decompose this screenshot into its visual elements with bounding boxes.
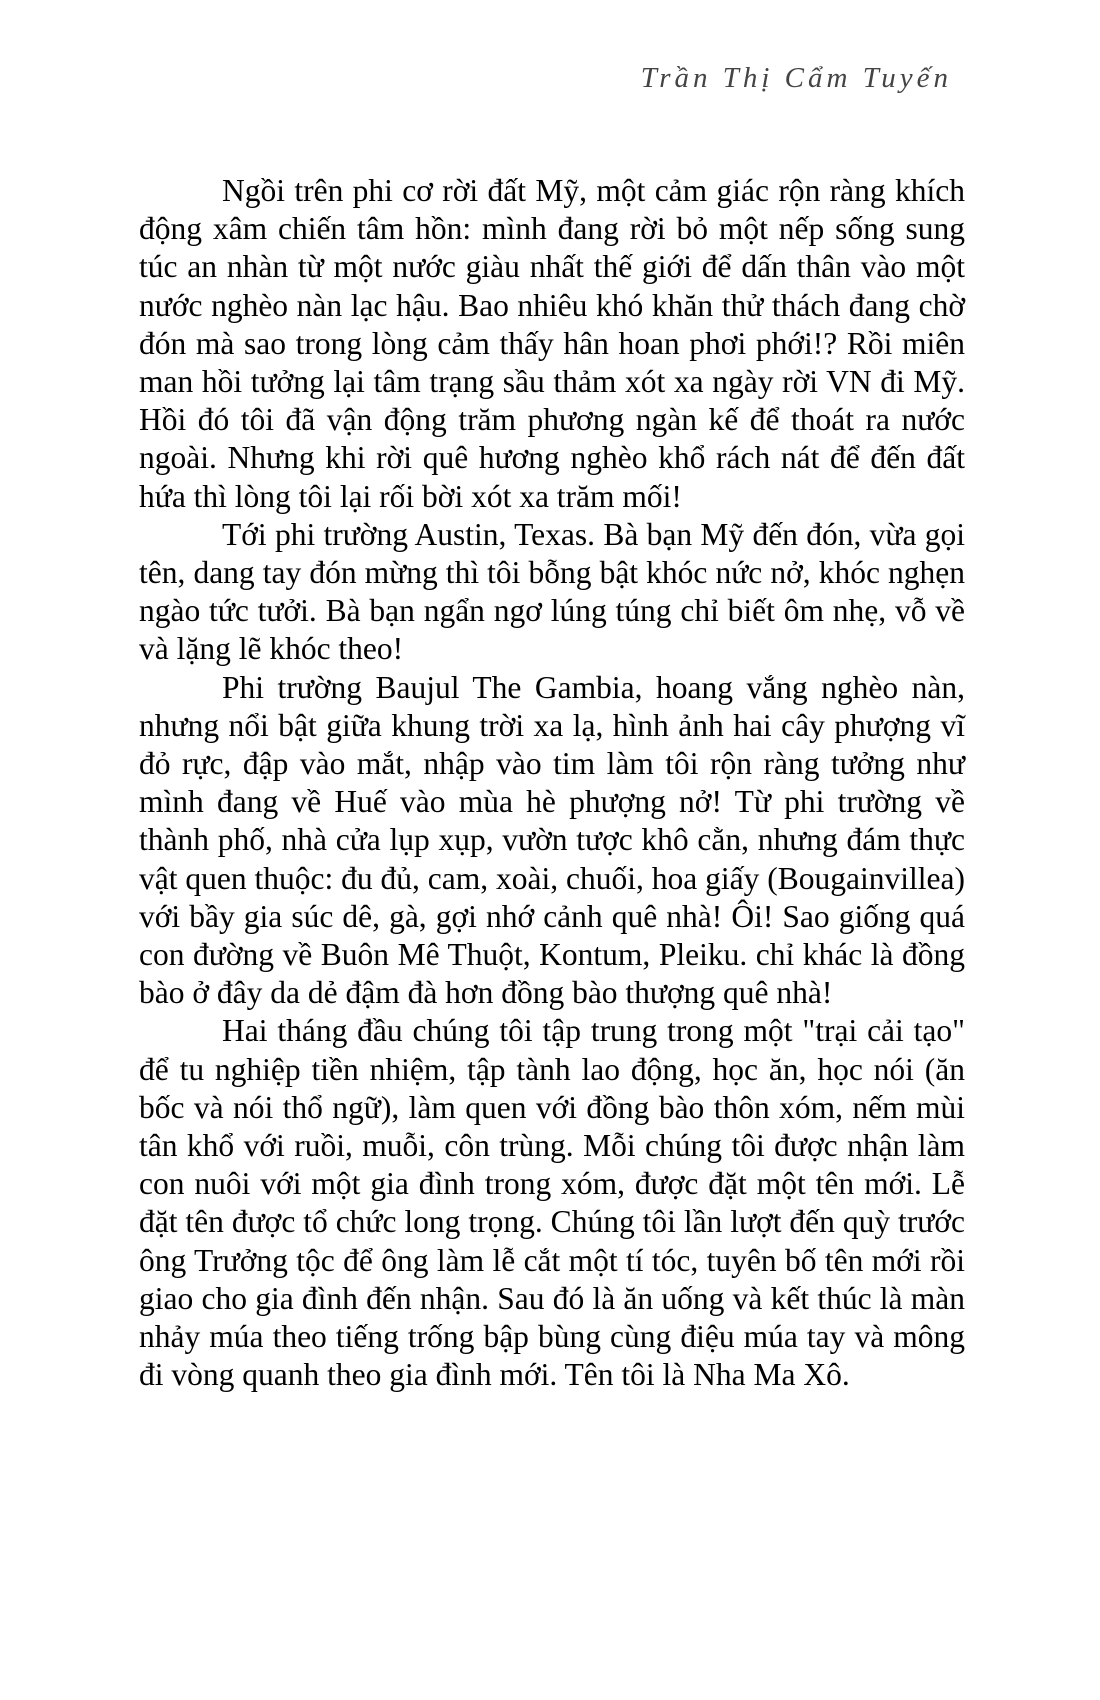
- paragraph-naming-ceremony: Hai tháng đầu chúng tôi tập trung trong một "trại cải tạo" để tu nghiệp tiền nhiệm, tập tành lao động, học ăn, học nói (ăn bốc và nói thổ ngữ), làm quen với đồng bào thôn xóm, nếm mùi tân khổ với ruồi, muỗi, côn trùng. Mỗi chúng tôi được nhận làm con nuôi với một gia đình trong xóm, được đặt một tên mới. Lễ đặt tên được tổ chức long trọng. Chúng tôi lần lượt đến quỳ trước ông Trưởng tộc để ông làm lễ cắt một tí tóc, tuyên bố tên mới rồi giao cho gia đình đến nhận. Sau đó là ăn uống và kết thúc là màn nhảy múa theo tiếng trống bập bùng cùng điệu múa tay và mông đi vòng quanh theo gia đình mới. Tên tôi là Nha Ma Xô.: [139, 1013, 965, 1393]
- paragraph-departure: Ngồi trên phi cơ rời đất Mỹ, một cảm giác rộn ràng khích động xâm chiến tâm hồn: mình đang rời bỏ một nếp sống sung túc an nhàn từ một nước giàu nhất thế giới để dấn thân vào một nước nghèo nàn lạc hậu. Bao nhiêu khó khăn thử thách đang chờ đón mà sao trong lòng cảm thấy hân hoan phơi phới!? Rồi miên man hồi tưởng lại tâm trạng sầu thảm xót xa ngày rời VN đi Mỹ. Hồi đó tôi đã vận động trăm phương ngàn kế để thoát ra nước ngoài. Nhưng khi rời quê hương nghèo khổ rách nát để đến đất hứa thì lòng tôi lại rối bời xót xa trăm mối!: [139, 173, 965, 514]
- body-text: [139, 172, 965, 1395]
- paragraph-gambia-arrival: Phi trường Baujul The Gambia, hoang vắng nghèo nàn, nhưng nổi bật giữa khung trời xa lạ, hình ảnh hai cây phượng vĩ đỏ rực, đập vào mắt, nhập vào tim làm tôi rộn ràng tưởng như mình đang về Huế vào mùa hè phượng nở! Từ phi trường về thành phố, nhà cửa lụp xụp, vườn tược khô cằn, nhưng đám thực vật quen thuộc: đu đủ, cam, xoài, chuối, hoa giấy (Bougainvillea) với bầy gia súc dê, gà, gợi nhớ cảnh quê nhà! Ôi! Sao giống quá con đường về Buôn Mê Thuột, Kontum, Pleiku. chỉ khác là đồng bào ở đây da dẻ đậm đà hơn đồng bào thượng quê nhà!: [139, 669, 965, 1011]
- running-header: Trần Thị Cẩm Tuyến: [640, 62, 952, 94]
- paragraph-austin-airport: Tới phi trường Austin, Texas. Bà bạn Mỹ đến đón, vừa gọi tên, dang tay đón mừng thì tôi bỗng bật khóc nức nở, khóc nghẹn ngào tức tưởi. Bà bạn ngẩn ngơ lúng túng chỉ biết ôm nhẹ, vỗ về và lặng lẽ khóc theo!: [139, 516, 965, 667]
